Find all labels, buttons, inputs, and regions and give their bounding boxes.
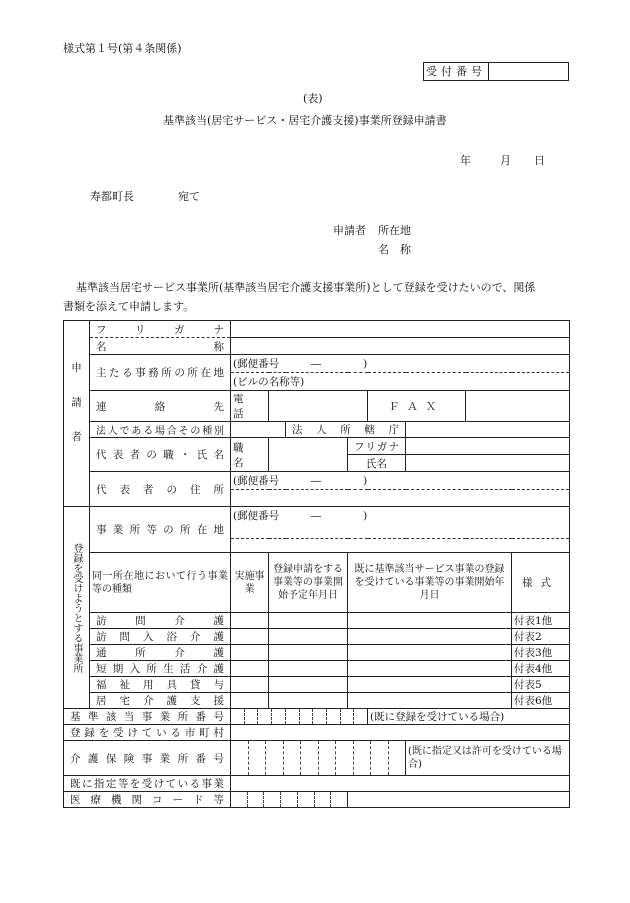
office-postal-line[interactable] [231,355,570,373]
form-number: 様式第１号(第４条関係) [63,42,182,55]
phone-field[interactable] [269,391,368,422]
jurisdiction-field[interactable] [406,422,570,438]
applicant-side-label: 申請者 [70,361,82,466]
municipality-field[interactable] [231,725,570,741]
addressee: 寿都町長 [90,190,134,203]
medical-code-label: 医療機関コード等 [70,794,224,806]
office-number-note: (既に登録を受けている場合) [368,709,570,725]
office-address-label: 主たる事務所の所在地 [96,367,224,379]
rep-title-name-label: 代表者の職・氏名 [96,449,224,461]
col-impl-header: 実施事業 [231,553,269,613]
service-planned-field[interactable] [269,677,348,693]
fax-label: ＦＡＸ [368,391,466,422]
service-row [64,629,570,645]
service-row [64,677,570,693]
office-side-label: 登録を受けようとする事業所 [71,542,82,673]
postal-label: (郵便番号 ― ) [233,358,368,370]
office-postal-label: (郵便番号 ― ) [233,510,368,523]
service-row [64,613,570,629]
rep-furigana-label: フリガナ [354,440,399,453]
service-row [64,661,570,677]
applicant-label: 申請者 [333,224,366,237]
office-number-cells[interactable] [231,709,368,725]
applicant-side-cell [64,321,90,507]
corp-type-label: 法人である場合その種別 [96,426,224,437]
service-name: 福祉用具貸与 [96,679,224,691]
municipality-label: 登録を受けている市町村 [70,727,224,739]
col-existing-header: 既に基準該当サービス事業の登録を受けている事業等の事業開始年月日 [348,553,512,613]
name-field[interactable] [231,338,570,355]
intro-line-2: 書類を添えて申請します。 [63,300,195,313]
service-impl-field[interactable] [231,661,269,677]
date-day: 日 [534,154,545,167]
service-existing-field[interactable] [348,645,512,661]
service-planned-field[interactable] [269,613,348,629]
building-line[interactable] [231,373,570,391]
rep-furigana-field[interactable] [406,438,570,455]
service-planned-field[interactable] [269,645,348,661]
service-row [64,693,570,709]
applicant-name-label: 名 称 [378,243,411,256]
date-year: 年 [460,154,471,167]
intro-line-1: 基準該当居宅サービス事業所(基準該当居宅介護支援事業所)として登録を受けたいので、関係 [76,281,536,294]
col-form-header: 様式 [512,553,570,613]
service-impl-field[interactable] [231,629,269,645]
rep-postal-label: (郵便番号 ― ) [233,475,368,487]
service-impl-field[interactable] [231,677,269,693]
office-location-field[interactable] [231,525,570,539]
building-label: (ビルの名称等) [233,376,305,388]
service-form: 付表1他 [512,613,570,629]
service-impl-field[interactable] [231,645,269,661]
service-row [64,645,570,661]
date-month: 月 [500,154,511,167]
addressee-suffix: 宛て [178,190,200,203]
furigana-label: フリガナ [96,323,224,336]
full-name-label: 氏名 [348,455,406,472]
office-number-label: 基準該当事業所番号 [70,711,224,723]
col-planned-header: 登録申請をする事業等の事業開始予定年月日 [269,553,348,613]
service-existing-field[interactable] [348,693,512,709]
insurance-note: (既に指定又は許可を受けている場合) [406,741,570,776]
jurisdiction-label: 法人所轄庁 [292,424,399,436]
office-location-label: 事業所等の所在地 [96,524,224,536]
name-label: 名称 [96,340,224,353]
applicant-address-label: 所在地 [378,224,411,237]
rep-address-label: 代表者の住所 [96,483,224,496]
service-form: 付表3他 [512,645,570,661]
furigana-field[interactable] [231,321,570,338]
service-form: 付表5 [512,677,570,693]
service-planned-field[interactable] [269,693,348,709]
service-form: 付表2 [512,629,570,645]
service-name: 居宅介護支援 [96,695,224,707]
rep-address-field[interactable] [231,490,570,507]
title-field[interactable] [269,438,348,472]
service-name: 訪問介護 [96,615,224,627]
corp-type-field[interactable] [231,422,286,438]
title-label: 職名 [231,438,269,472]
service-name: 訪問入浴介護 [96,631,224,643]
full-name-field[interactable] [406,455,570,472]
rep-postal-line[interactable] [231,472,570,490]
designated-label: 既に指定等を受けている事業 [70,778,224,790]
fax-field[interactable] [466,391,570,422]
service-planned-field[interactable] [269,629,348,645]
service-existing-field[interactable] [348,661,512,677]
service-name: 通所介護 [96,647,224,659]
service-form: 付表6他 [512,693,570,709]
receipt-box [423,62,569,81]
insurance-number-cells[interactable] [231,741,406,776]
medical-code-rest[interactable] [348,792,570,808]
service-name: 短期入所生活介護 [96,663,224,675]
service-existing-field[interactable] [348,677,512,693]
office-side-cell [64,507,90,709]
service-impl-field[interactable] [231,613,269,629]
page-title: 基準該当(居宅サービス・居宅介護支援)事業所登録申請書 [163,114,447,127]
application-form-table [63,320,570,808]
service-planned-field[interactable] [269,661,348,677]
medical-code-cells[interactable] [231,792,348,808]
phone-label: 電話 [231,391,269,422]
office-postal-line[interactable] [231,507,570,525]
form-side: (表) [303,92,323,105]
designated-field[interactable] [231,776,570,792]
service-impl-field[interactable] [231,693,269,709]
office-location-field-2[interactable] [231,539,570,553]
service-existing-field[interactable] [348,613,512,629]
insurance-number-label: 介護保険事業所番号 [70,752,224,765]
contact-label: 連絡先 [96,400,224,413]
service-existing-field[interactable] [348,629,512,645]
col-types-header: 同一所在地において行う事業等の種類 [90,553,231,613]
receipt-number-field[interactable] [489,63,568,80]
receipt-label: 受付番号 [424,63,489,80]
service-form: 付表4他 [512,661,570,677]
